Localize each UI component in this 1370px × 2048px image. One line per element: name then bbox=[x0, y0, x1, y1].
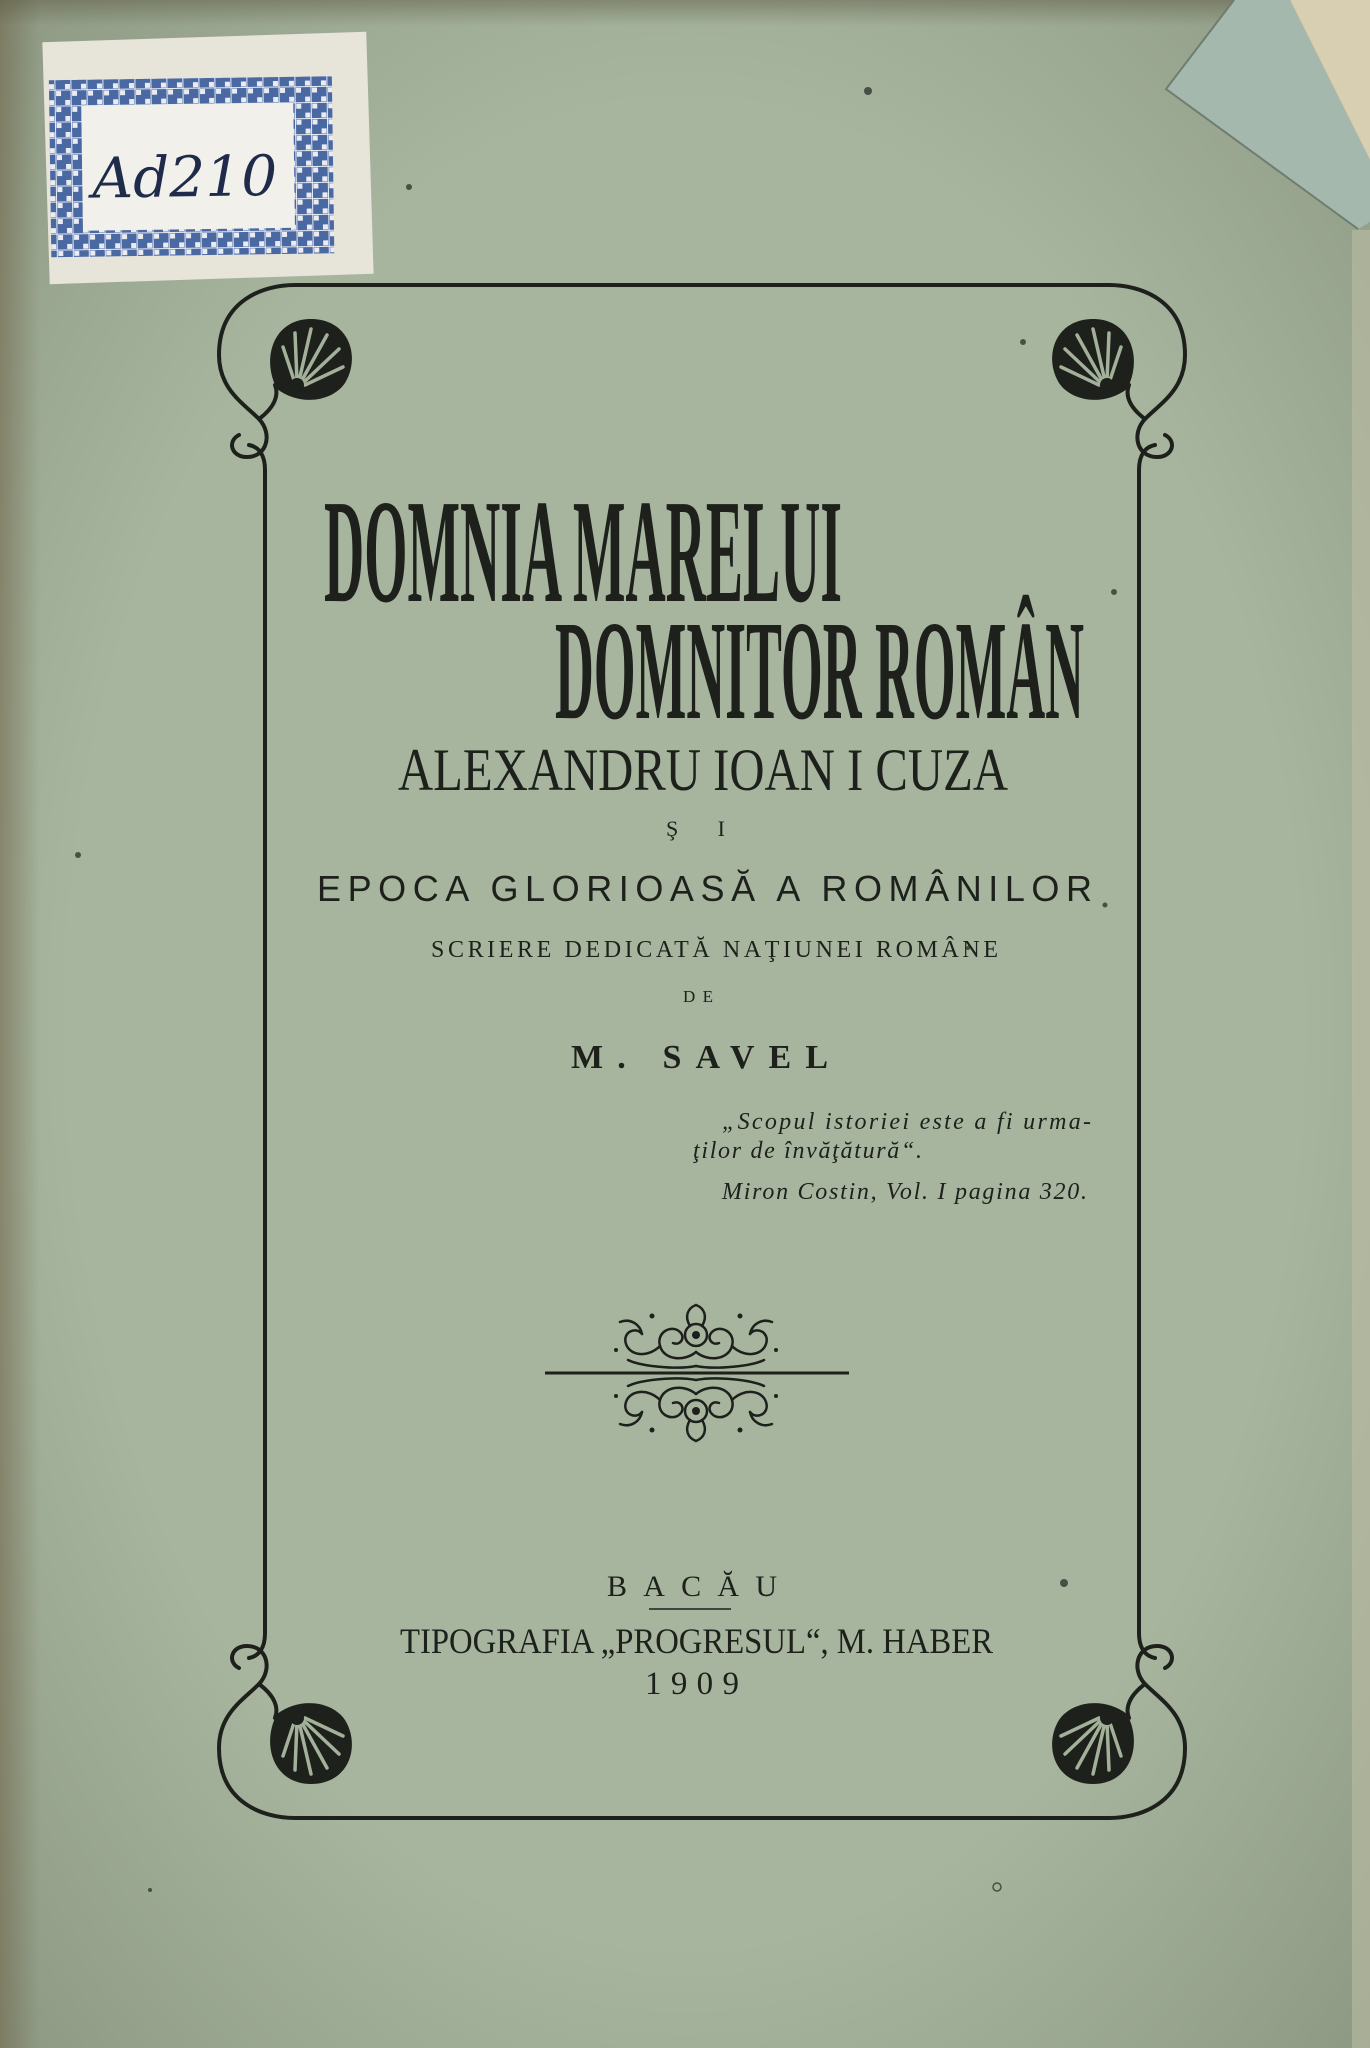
title-line-4: EPOCA GLORIOASĂ A ROMÂNILOR bbox=[317, 868, 1092, 909]
left-edge-stain bbox=[0, 0, 40, 2048]
imprint-city: BACĂU bbox=[607, 1570, 777, 1603]
top-edge-stain bbox=[0, 0, 1370, 26]
imprint-publisher: TIPOGRAFIA „PROGRESUL“, M. HABER bbox=[400, 1621, 993, 1661]
title-conjunction: ŞI bbox=[666, 816, 725, 841]
epigraph-attribution: Miron Costin, Vol. I pagina 320. bbox=[722, 1179, 1087, 1205]
library-call-number: Ad210 bbox=[91, 144, 276, 212]
epigraph-line-1: „Scopul istoriei este a fi urma- bbox=[722, 1109, 1091, 1135]
author-name: M. SAVEL bbox=[571, 1039, 828, 1076]
by-line: DE bbox=[683, 987, 713, 1006]
title-line-1: DOMNIA MARELUI bbox=[324, 470, 842, 634]
title-line-3: ALEXANDRU IOAN I CUZA bbox=[398, 737, 1008, 803]
right-page-edge bbox=[1352, 230, 1370, 2048]
dedication-line: SCRIERE DEDICATĂ NAŢIUNEI ROMÂNE bbox=[431, 937, 998, 963]
title-line-2: DOMNITOR ROMÂN bbox=[555, 591, 1084, 749]
imprint-year: 1909 bbox=[645, 1666, 739, 1702]
library-label bbox=[42, 32, 373, 285]
epigraph-line-2: ţilor de învăţătură“. bbox=[693, 1138, 922, 1164]
